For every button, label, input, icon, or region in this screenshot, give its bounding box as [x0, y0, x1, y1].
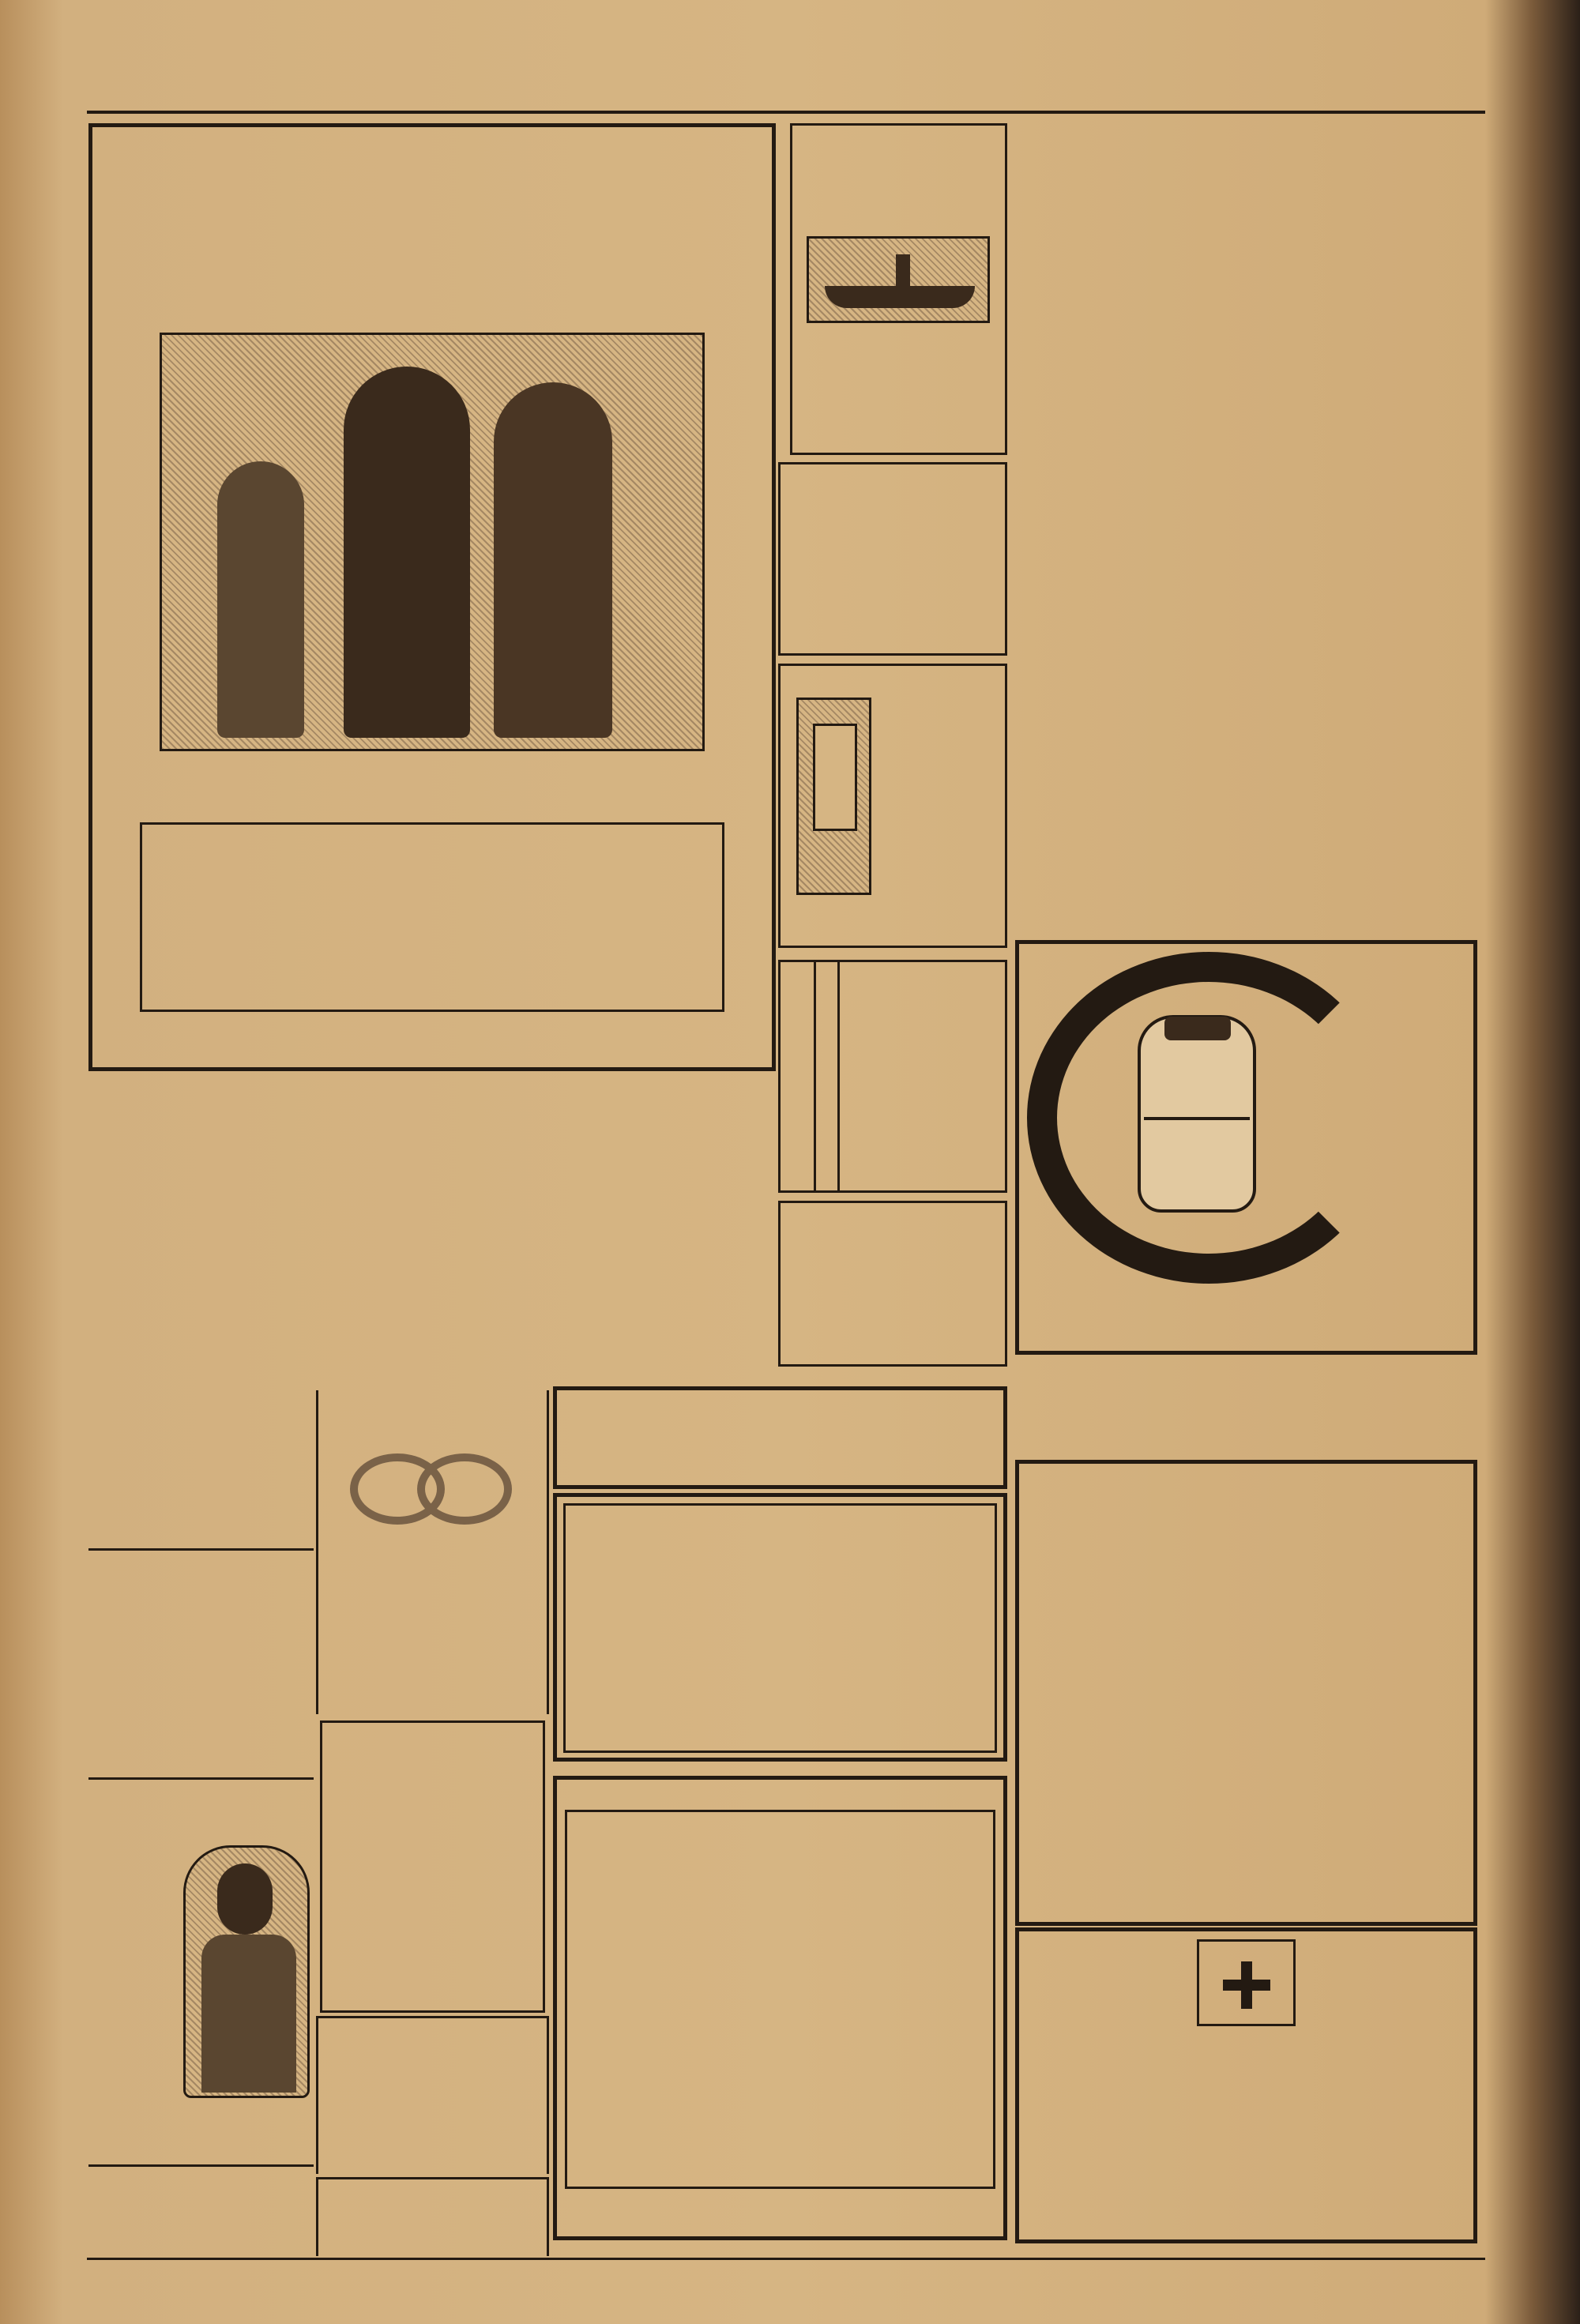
- bettnaessen-ad: [88, 2168, 314, 2254]
- man-figure-right: [494, 382, 612, 738]
- metropol-illustration: [160, 333, 705, 751]
- vergroesserung-ad: [553, 1493, 1007, 1762]
- yogurt-jar-lid: [1164, 1017, 1231, 1040]
- yogurt-jar-icon: [1138, 1015, 1256, 1213]
- fb-title: [793, 123, 1004, 149]
- woman-plucking-illustration: [183, 1845, 310, 2098]
- yogurt-jar-label: [1144, 1117, 1250, 1120]
- man-figure-left: [344, 367, 470, 738]
- wo-ad: [778, 462, 1007, 656]
- concert-ad: [88, 1082, 776, 1382]
- handtuch-ad: [316, 2177, 549, 2256]
- familien-nachrichten: [553, 1776, 1007, 2240]
- dippel-side-right: [814, 962, 840, 1191]
- heldentod-ad: [1015, 1927, 1477, 2243]
- bekanntmachung: [1015, 118, 1481, 932]
- flashlight-illustration: [796, 698, 871, 895]
- metropol-ad: [88, 123, 776, 1071]
- divider: [88, 1548, 314, 1551]
- famnach-banner: [1015, 1360, 1481, 1455]
- steamer-hull: [825, 286, 975, 308]
- fn-inner-frame: [565, 1810, 995, 2189]
- kirchensteuer-ad: [88, 1553, 314, 1774]
- woman-head: [217, 1863, 273, 1935]
- friedrichsbrunn-ad: [790, 123, 1007, 455]
- iron-cross-icon-vertical: [1241, 1961, 1252, 2009]
- footer-rule: [87, 2258, 1485, 2260]
- taschenlampe-ad: [778, 664, 1007, 948]
- dippel-ad: [778, 960, 1007, 1193]
- steamer-funnel: [896, 254, 910, 288]
- woman-body: [201, 1935, 296, 2093]
- amateure-ad: [778, 1201, 1007, 1367]
- divider: [88, 1777, 314, 1780]
- bettfedern-ad: [88, 1782, 314, 2161]
- divider: [88, 2164, 314, 2167]
- steamer-illustration: [807, 236, 990, 323]
- vergroesserung-inner-frame: [563, 1503, 997, 1753]
- joghurt-ad: [1015, 940, 1477, 1355]
- dippel-side-left: [781, 962, 816, 1191]
- iron-cross-frame: [1197, 1939, 1296, 2026]
- heidelbeeren-ad: [316, 2016, 549, 2174]
- header-rule: [87, 111, 1485, 114]
- woman-figure: [217, 461, 304, 738]
- wedding-ring-icon: [417, 1453, 512, 1525]
- erfrischung-ad: [553, 1386, 1007, 1489]
- uhren-ad: [316, 1390, 549, 1714]
- todes-anzeige: [1015, 1460, 1477, 1926]
- protea-frame: [140, 822, 724, 1012]
- flashlight-lens: [813, 724, 857, 831]
- verreist-ad: [88, 1389, 314, 1547]
- dauerwaren-ad: [320, 1720, 545, 2013]
